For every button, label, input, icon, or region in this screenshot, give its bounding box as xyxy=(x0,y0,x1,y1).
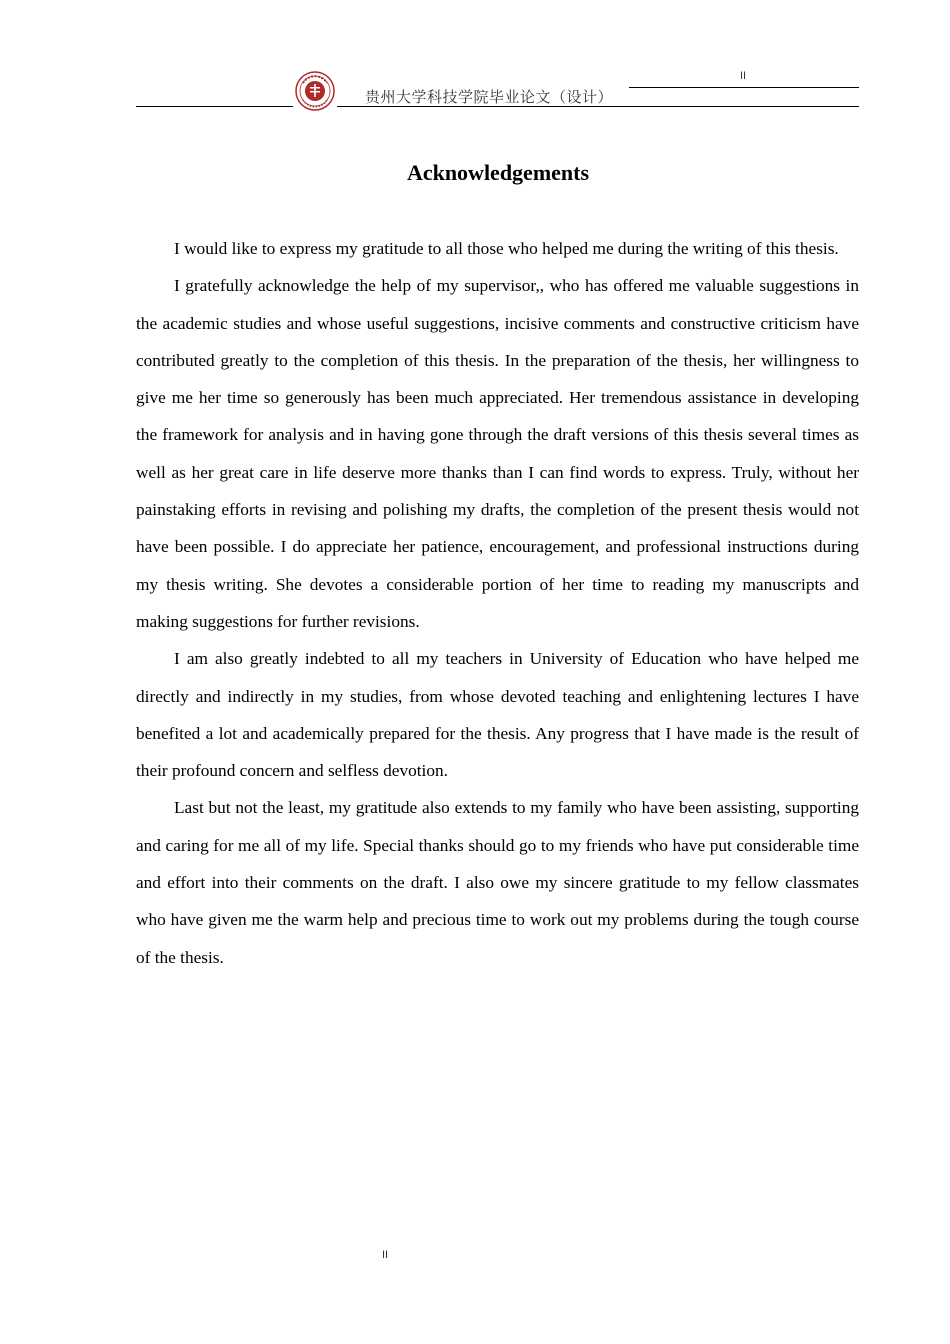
footer-page-number: II xyxy=(382,1249,389,1261)
header-rule-top xyxy=(629,87,859,88)
header-rule-left xyxy=(136,106,293,107)
university-seal-icon xyxy=(295,71,335,111)
paragraph-3: I am also greatly indebted to all my teachers in University of Education who have helped me directly and indirectly in my studies, from whose devoted teaching and enlightening lectures I have benefited a lot and academically prepared for the thesis. Any progress that I have made is the result of their profound concern and selfless devotion. xyxy=(136,649,859,781)
header-title: 贵州大学科技学院毕业论文（设计） xyxy=(365,88,614,106)
header-page-number: II xyxy=(740,70,747,82)
document-body xyxy=(136,230,859,976)
paragraph-2: I gratefully acknowledge the help of my supervisor,, who has offered me valuable suggestions in the academic studies and whose useful suggestions, incisive comments and constructive criticism have contributed greatly to the completion of this thesis. In the preparation of the thesis, her willingness to give me her time so generously has been much appreciated. Her tremendous assistance in developing the framework for analysis and in having gone through the draft versions of this thesis several times as well as her great care in life deserve more thanks than I can find words to express. Truly, without her painstaking efforts in revising and polishing my drafts, the completion of the present thesis would not have been possible. I do appreciate her patience, encouragement, and professional instructions during my thesis writing. She devotes a considerable portion of her time to reading my manuscripts and making suggestions for further revisions. xyxy=(136,276,859,631)
paragraph-1: I would like to express my gratitude to all those who helped me during the writing of this thesis. xyxy=(174,239,839,258)
paragraph-4: Last but not the least, my gratitude also extends to my family who have been assisting, supporting and caring for me all of my life. Special thanks should go to my friends who have put considerable time and effort into their comments on the draft. I also owe my sincere gratitude to my fellow classmates who have given me the warm help and precious time to work out my problems during the tough course of the thesis. xyxy=(136,798,859,967)
page-title: Acknowledgements xyxy=(406,160,590,185)
